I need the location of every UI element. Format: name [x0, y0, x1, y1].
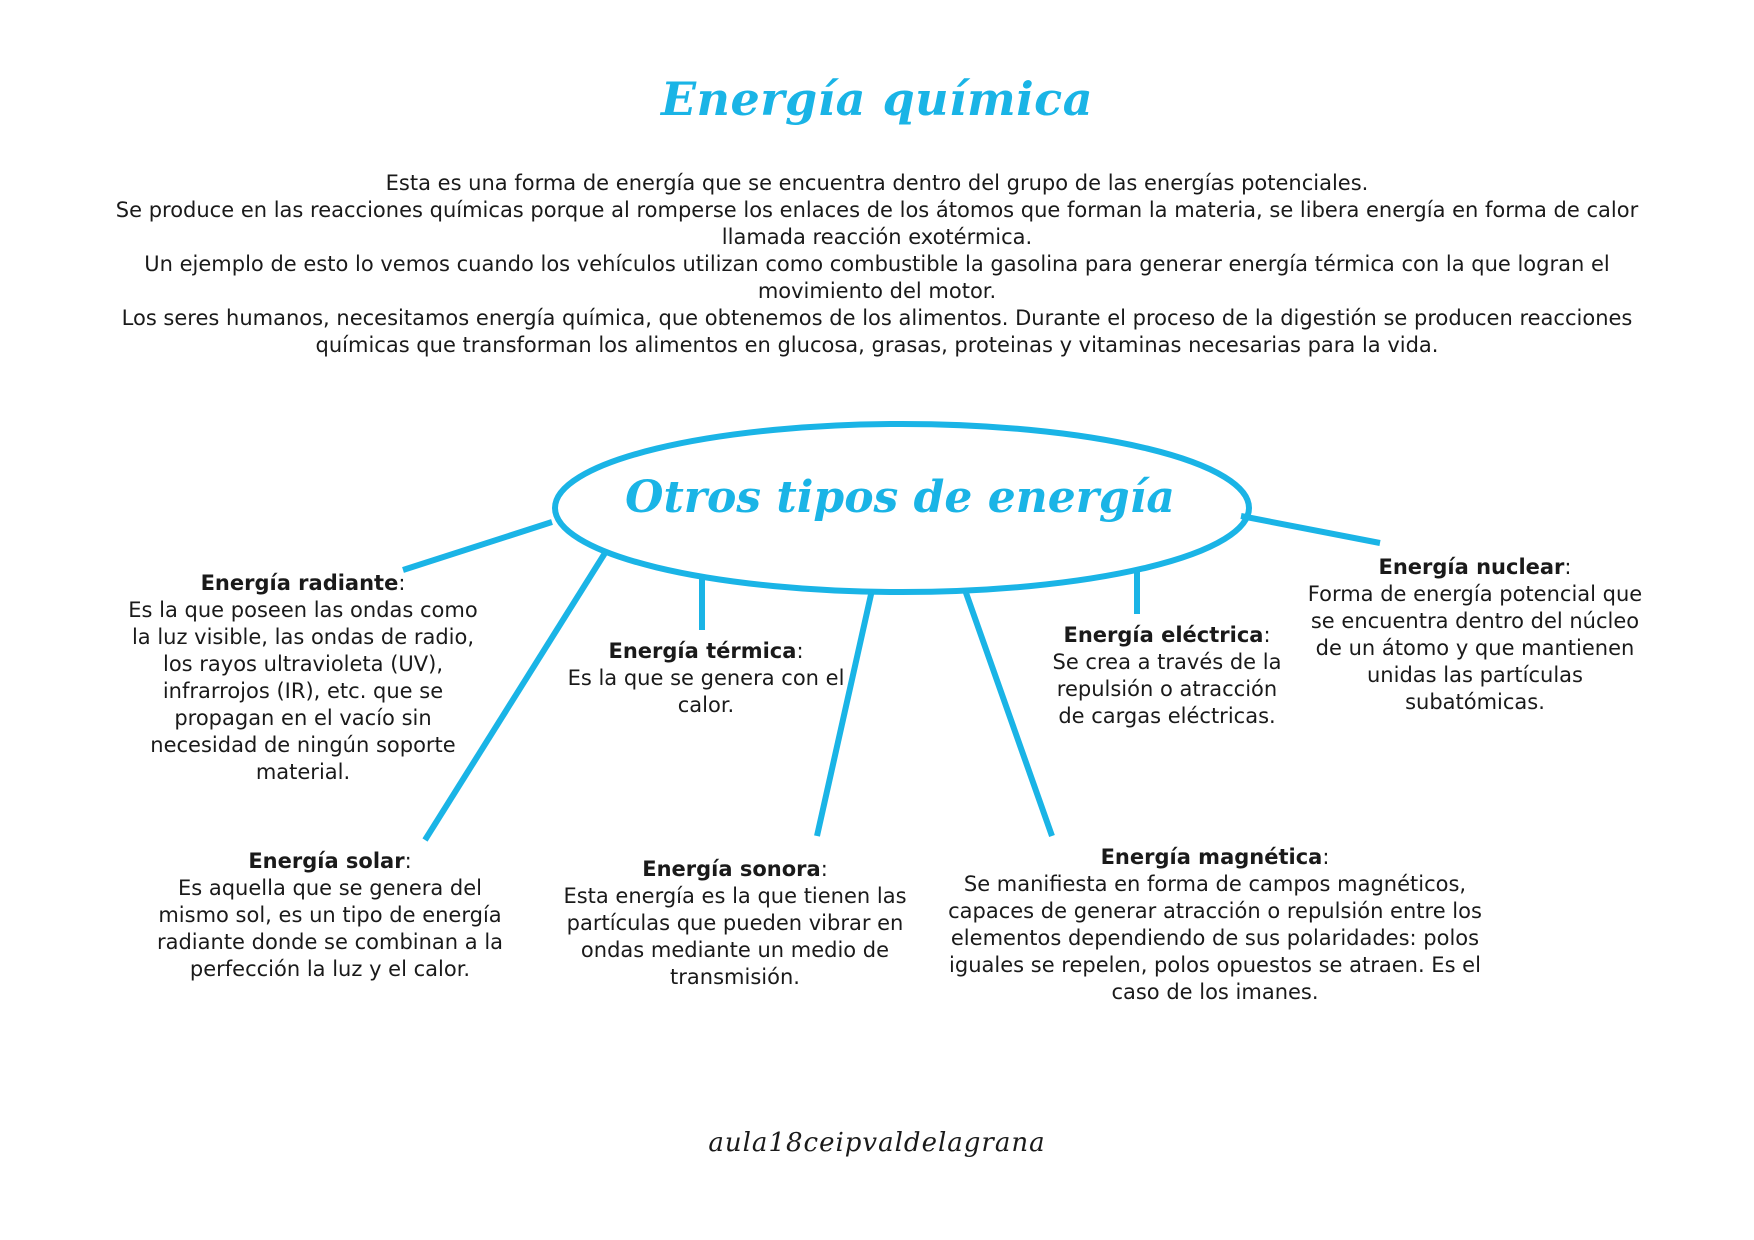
- node-description: Forma de energía potencial que se encuentra dentro del núcleo de un átomo y que mantienen unidas las partículas subatómicas.: [1307, 582, 1643, 714]
- intro-line: Los seres humanos, necesitamos energía química, que obtenemos de los alimentos. Durante el proceso de la digestión se producen reacciones químicas que transforman los alimentos en glucosa, grasas, proteinas y vitaminas necesarias para la vida.: [121, 306, 1633, 357]
- node-description: Es aquella que se genera del mismo sol, es un tipo de energía radiante donde se combinan a la perfección la luz y el calor.: [156, 876, 504, 981]
- node-description: Se manifiesta en forma de campos magnéticos, capaces de generar atracción o repulsión entre los elementos dependiendo de sus polaridades: polos iguales se repelen, polos opuestos se atraen. Es el caso de los imanes.: [948, 872, 1482, 1004]
- connector-magnetica: [965, 590, 1052, 836]
- node-title: Energía nuclear: [1378, 555, 1565, 579]
- intro-line: Se produce en las reacciones químicas porque al romperse los enlaces de los átomos que forman la materia, se libera energía en forma de calor llamada reacción exotérmica.: [115, 198, 1639, 249]
- node-description: Es la que se genera con el calor.: [567, 666, 845, 717]
- node-energia-radiante: Energía radiante: Es la que poseen las ondas como la luz visible, las ondas de radio, los rayos ultravioleta (UV), infrarrojos (IR), etc. que se propagan en el vacío sin necesidad de ningún soporte material.: [118, 570, 488, 786]
- node-energia-solar: Energía solar: Es aquella que se genera del mismo sol, es un tipo de energía radiante donde se combinan a la perfección la luz y el calor.: [140, 848, 520, 983]
- connector-radiante: [403, 522, 552, 570]
- intro-line: Esta es una forma de energía que se encuentra dentro del grupo de las energías potenciales.: [385, 171, 1369, 195]
- connector-nuclear: [1241, 516, 1380, 543]
- node-title: Energía sonora: [642, 857, 821, 881]
- node-description: Se crea a través de la repulsión o atracción de cargas eléctricas.: [1052, 650, 1282, 728]
- node-title: Energía magnética: [1100, 845, 1323, 869]
- node-title: Energía radiante: [200, 571, 399, 595]
- node-title: Energía eléctrica: [1063, 623, 1264, 647]
- intro-line: Un ejemplo de esto lo vemos cuando los vehículos utilizan como combustible la gasolina para generar energía térmica con la que logran el movimiento del motor.: [144, 252, 1610, 303]
- node-energia-sonora: Energía sonora: Esta energía es la que tienen las partículas que pueden vibrar en ondas mediante un medio de transmisión.: [560, 856, 910, 991]
- center-label: Otros tipos de energía: [625, 472, 1175, 523]
- footer-credit: aula18ceipvaldelagrana: [708, 1128, 1046, 1158]
- page-title: Energía química: [660, 72, 1093, 126]
- node-energia-electrica: Energía eléctrica: Se crea a través de la repulsión o atracción de cargas eléctricas.: [1042, 622, 1292, 730]
- node-energia-nuclear: Energía nuclear: Forma de energía potencial que se encuentra dentro del núcleo de un átomo y que mantienen unidas las partículas subatómicas.: [1300, 554, 1650, 716]
- node-title: Energía térmica: [608, 639, 797, 663]
- node-description: Es la que poseen las ondas como la luz visible, las ondas de radio, los rayos ultravioleta (UV), infrarrojos (IR), etc. que se propagan en el vacío sin necesidad de ningún soporte material.: [128, 598, 478, 784]
- node-energia-magnetica: Energía magnética: Se manifiesta en forma de campos magnéticos, capaces de generar atracción o repulsión entre los elementos dependiendo de sus polaridades: polos iguales se repelen, polos opuestos se atraen. Es el caso de los imanes.: [930, 844, 1500, 1006]
- node-energia-termica: Energía térmica: Es la que se genera con el calor.: [567, 639, 845, 717]
- node-title: Energía solar: [248, 849, 405, 873]
- node-description: Esta energía es la que tienen las partículas que pueden vibrar en ondas mediante un medio de transmisión.: [563, 884, 907, 989]
